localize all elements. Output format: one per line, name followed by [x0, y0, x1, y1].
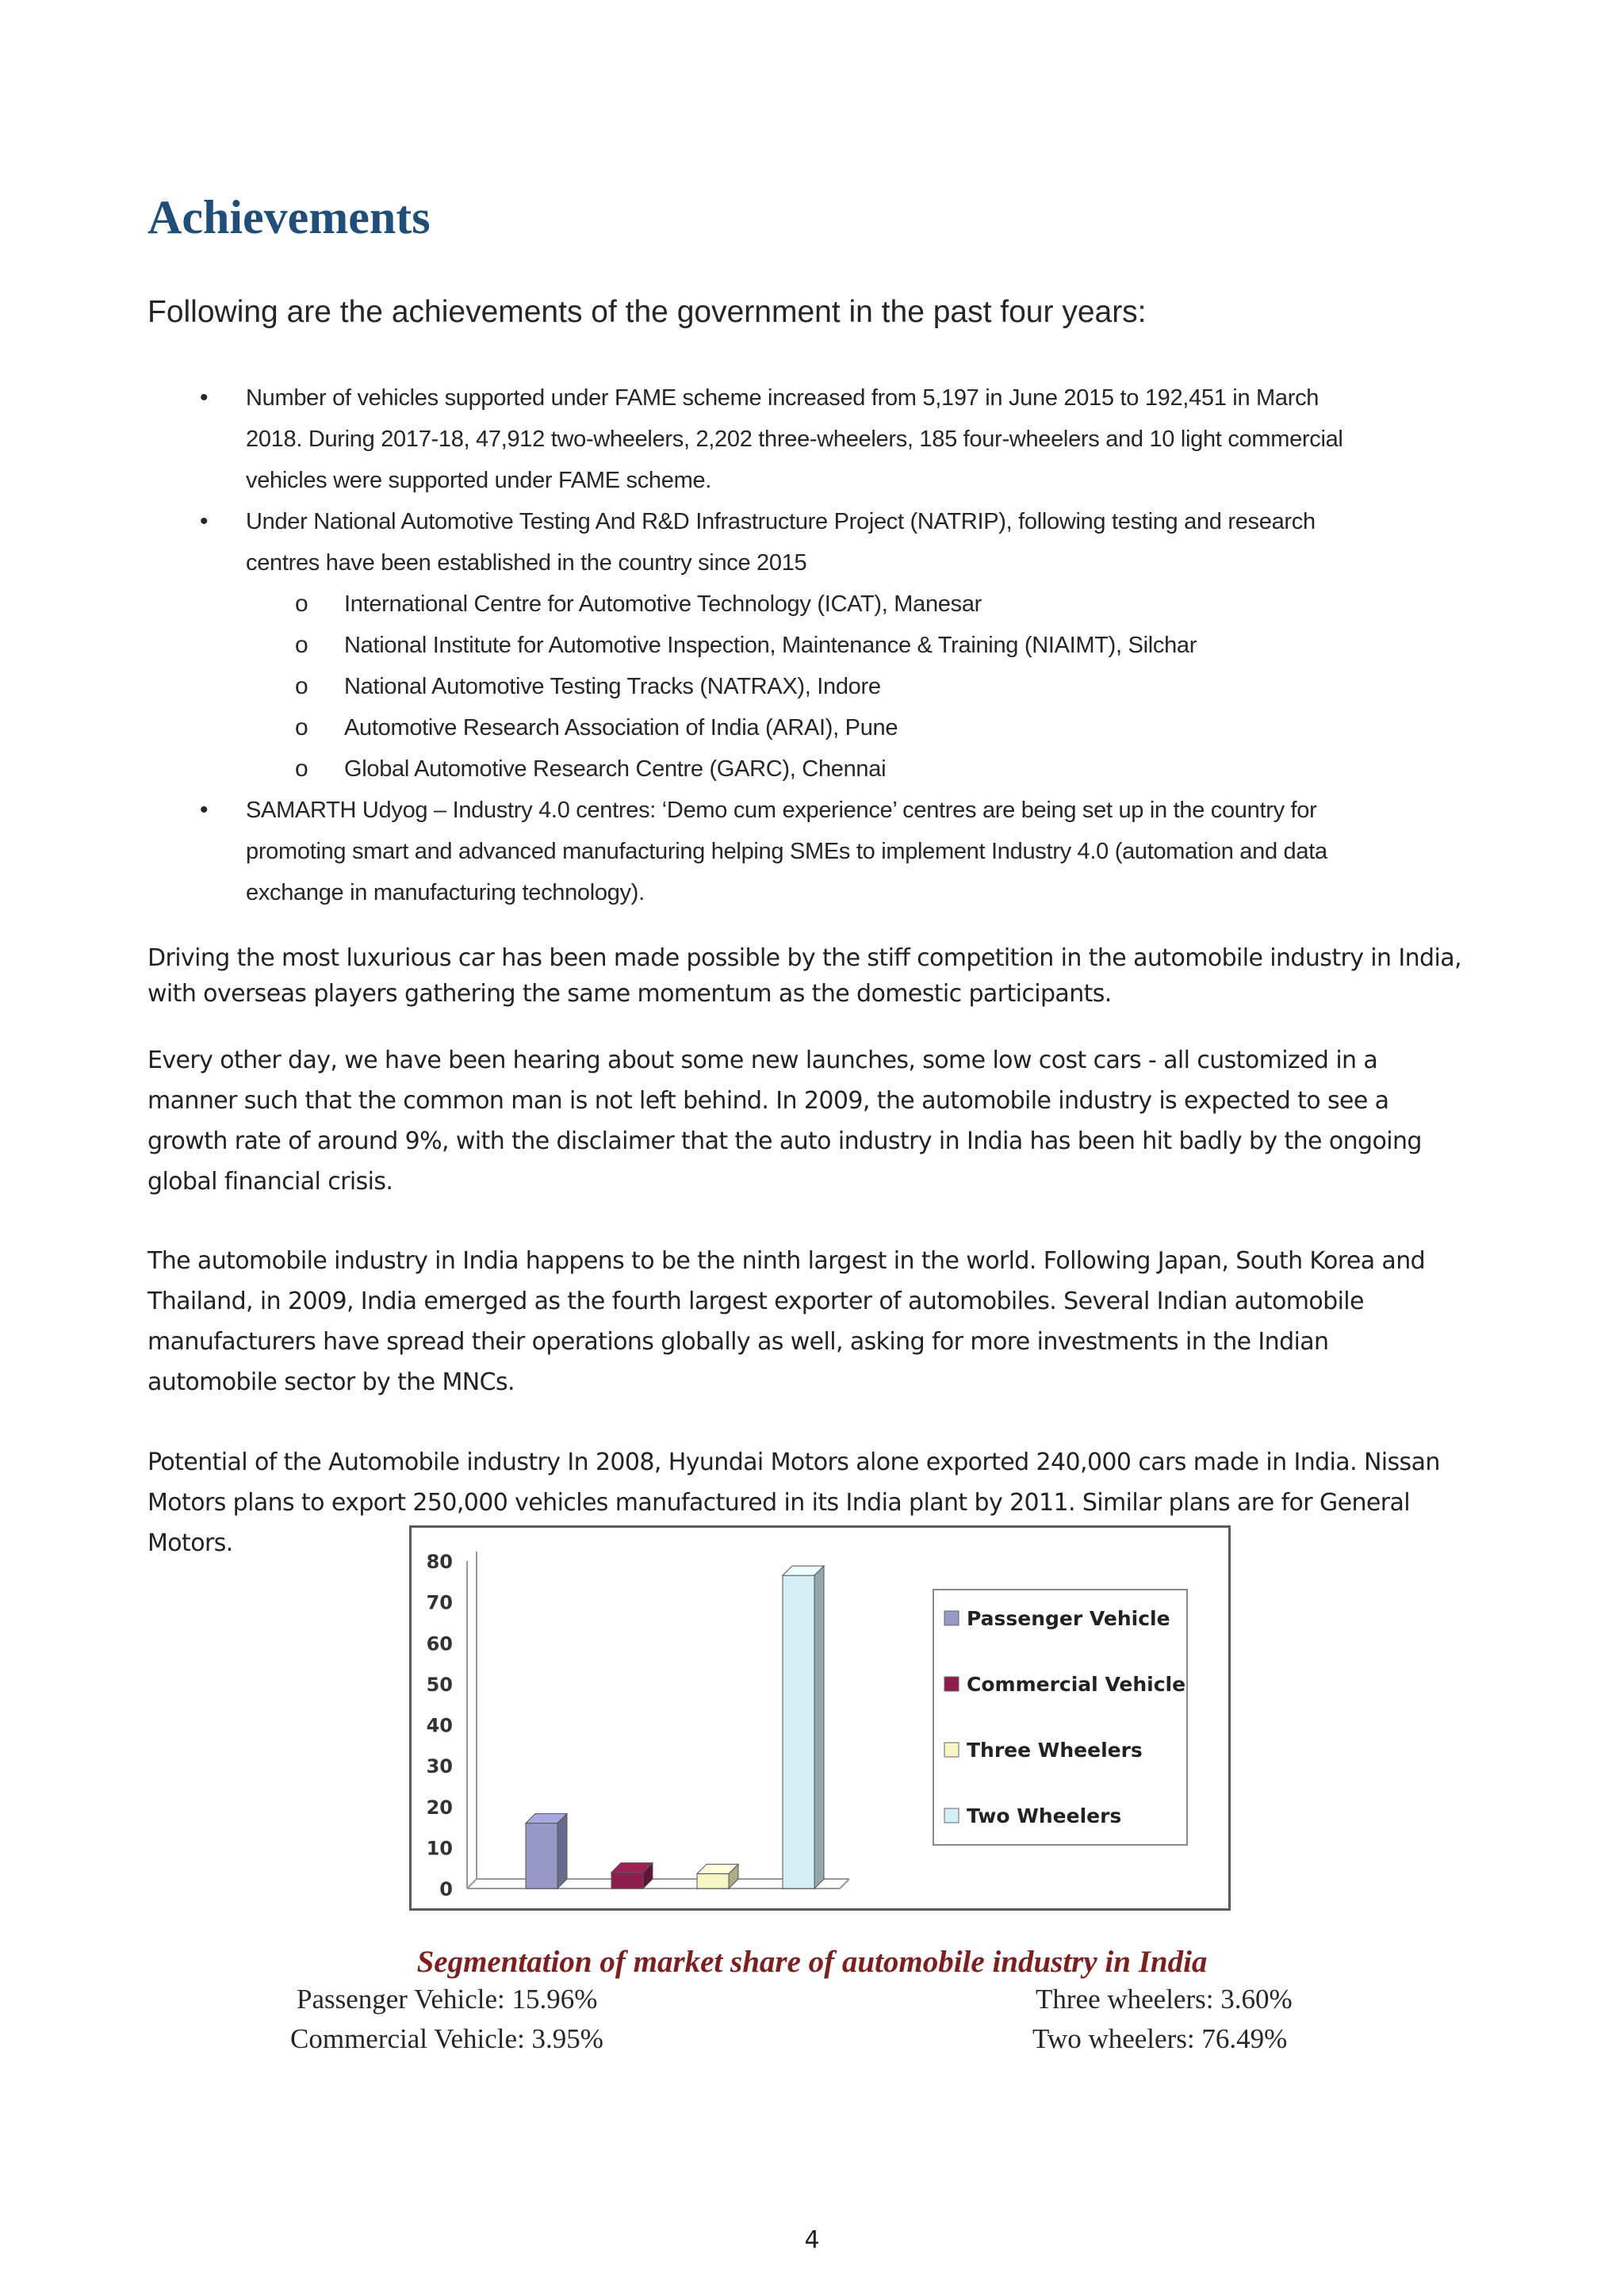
sub-list-item-text: Global Automotive Research Centre (GARC), Chennai: [344, 756, 887, 782]
y-tick-label: 60: [426, 1632, 453, 1655]
y-tick-label: 50: [426, 1673, 453, 1696]
sub-bullet-icon: o: [295, 591, 308, 617]
y-tick-label: 30: [426, 1755, 453, 1778]
paragraph-line: automobile sector by the MNCs.: [147, 1368, 515, 1396]
list-item-line: vehicles were supported under FAME scheme.: [246, 468, 712, 493]
market-share-chart: [409, 1525, 1231, 1911]
sub-list-item: [147, 666, 1496, 707]
segment-two-wheelers-value: Two wheelers: 76.49%: [1032, 2023, 1288, 2054]
sub-list-item-text: Automotive Research Association of India (ARAI), Pune: [344, 715, 898, 740]
sub-list-item-text: National Institute for Automotive Inspection, Maintenance & Training (NIAIMT), Silchar: [344, 633, 1197, 658]
paragraph-line: Every other day, we have been hearing about some new launches, some low cost cars - all customized in a: [147, 1047, 1378, 1074]
legend-label: Passenger Vehicle: [967, 1607, 1170, 1630]
bar-side: [814, 1566, 824, 1888]
paragraph-launches: [147, 1040, 1480, 1202]
segment-commercial-value: Commercial Vehicle: 3.95%: [290, 2023, 603, 2054]
y-tick-label: 0: [439, 1878, 453, 1900]
legend-swatch: [944, 1677, 959, 1691]
y-tick-label: 80: [426, 1551, 453, 1573]
paragraph-line: The automobile industry in India happens to be the ninth largest in the world. Following Japan, South Korea and: [147, 1247, 1426, 1275]
page-title: Achievements: [147, 191, 431, 243]
paragraph-line: Motors.: [147, 1529, 233, 1557]
sub-bullet-icon: o: [295, 673, 308, 699]
y-tick-label: 40: [426, 1714, 453, 1737]
segment-three-wheelers-value: Three wheelers: 3.60%: [1036, 1984, 1293, 2015]
chart-canvas: [412, 1528, 1228, 1908]
bullet-icon: •: [200, 797, 209, 823]
page-number: 4: [804, 2226, 820, 2254]
bar-side: [557, 1814, 567, 1888]
paragraph-line: growth rate of around 9%, with the disclaimer that the auto industry in India has been hit badly by the ongoing: [147, 1127, 1422, 1155]
list-item: [147, 501, 1496, 584]
legend-label: Two Wheelers: [967, 1804, 1122, 1827]
bar-front: [526, 1823, 557, 1888]
list-item-line: 2018. During 2017-18, 47,912 two-wheelers, 2,202 three-wheelers, 185 four-wheelers and 10 light commercial: [246, 427, 1343, 452]
list-item-line: exchange in manufacturing technology).: [246, 880, 645, 905]
paragraph-line: global financial crisis.: [147, 1168, 393, 1196]
list-item: [147, 790, 1496, 913]
paragraph-ninth-largest: [147, 1241, 1480, 1402]
y-tick-label: 20: [426, 1796, 453, 1819]
paragraph-line: Thailand, in 2009, India emerged as the fourth largest exporter of automobiles. Several Indian automobile: [147, 1288, 1364, 1315]
sub-bullet-icon: o: [295, 756, 308, 782]
intro-text: Following are the achievements of the government in the past four years:: [147, 295, 1147, 329]
y-tick-label: 10: [426, 1837, 453, 1860]
sub-bullet-icon: o: [295, 632, 308, 658]
list-item-line: centres have been established in the country since 2015: [246, 550, 807, 576]
sub-list-item: [147, 748, 1496, 790]
bullet-icon: •: [200, 385, 209, 411]
list-item-line: Under National Automotive Testing And R&D Infrastructure Project (NATRIP), following testing and research: [246, 509, 1316, 534]
paragraph-line: manner such that the common man is not left behind. In 2009, the automobile industry is expected to see a: [147, 1087, 1389, 1115]
bar-front: [783, 1575, 814, 1888]
legend-label: Three Wheelers: [967, 1739, 1143, 1762]
achievements-list: [147, 377, 1496, 913]
bullet-icon: •: [200, 508, 209, 534]
paragraph-line: Driving the most luxurious car has been made possible by the stiff competition in the automobile industry in India,: [147, 944, 1461, 972]
segment-passenger-value: Passenger Vehicle: 15.96%: [297, 1984, 598, 2015]
sub-list-item-text: National Automotive Testing Tracks (NATRAX), Indore: [344, 674, 881, 699]
centres-sublist: [147, 584, 1496, 790]
sub-list-item: [147, 625, 1496, 666]
paragraph-line: Potential of the Automobile industry In 2008, Hyundai Motors alone exported 240,000 cars made in India. Nissan: [147, 1448, 1440, 1476]
sub-list-item: [147, 707, 1496, 748]
bar-front: [611, 1873, 643, 1888]
sub-list-item: [147, 584, 1496, 625]
legend-swatch: [944, 1808, 959, 1823]
sub-list-item-text: International Centre for Automotive Technology (ICAT), Manesar: [344, 591, 982, 617]
sub-bullet-icon: o: [295, 714, 308, 740]
paragraph-competition: [147, 940, 1480, 1012]
legend-swatch: [944, 1611, 959, 1625]
legend-label: Commercial Vehicle: [967, 1673, 1186, 1696]
list-item-line: promoting smart and advanced manufacturing helping SMEs to implement Industry 4.0 (automation and data: [246, 839, 1327, 864]
axis-depth-line: [840, 1879, 849, 1888]
paragraph-line: with overseas players gathering the same momentum as the domestic participants.: [147, 980, 1112, 1008]
chart-caption: Segmentation of market share of automobile industry in India: [416, 1945, 1208, 1979]
list-item-line: Number of vehicles supported under FAME scheme increased from 5,197 in June 2015 to 192,451 in March: [246, 385, 1320, 411]
list-item: [147, 377, 1496, 501]
axis-depth-line: [467, 1879, 477, 1888]
bar-front: [697, 1873, 729, 1888]
paragraph-line: Motors plans to export 250,000 vehicles manufactured in its India plant by 2011. Similar plans are for General: [147, 1489, 1410, 1517]
list-item-line: SAMARTH Udyog – Industry 4.0 centres: ‘Demo cum experience’ centres are being set up in the country for: [246, 798, 1317, 823]
paragraph-line: manufacturers have spread their operations globally as well, asking for more investments in the Indian: [147, 1328, 1329, 1356]
legend-swatch: [944, 1743, 959, 1757]
y-tick-label: 70: [426, 1591, 453, 1614]
